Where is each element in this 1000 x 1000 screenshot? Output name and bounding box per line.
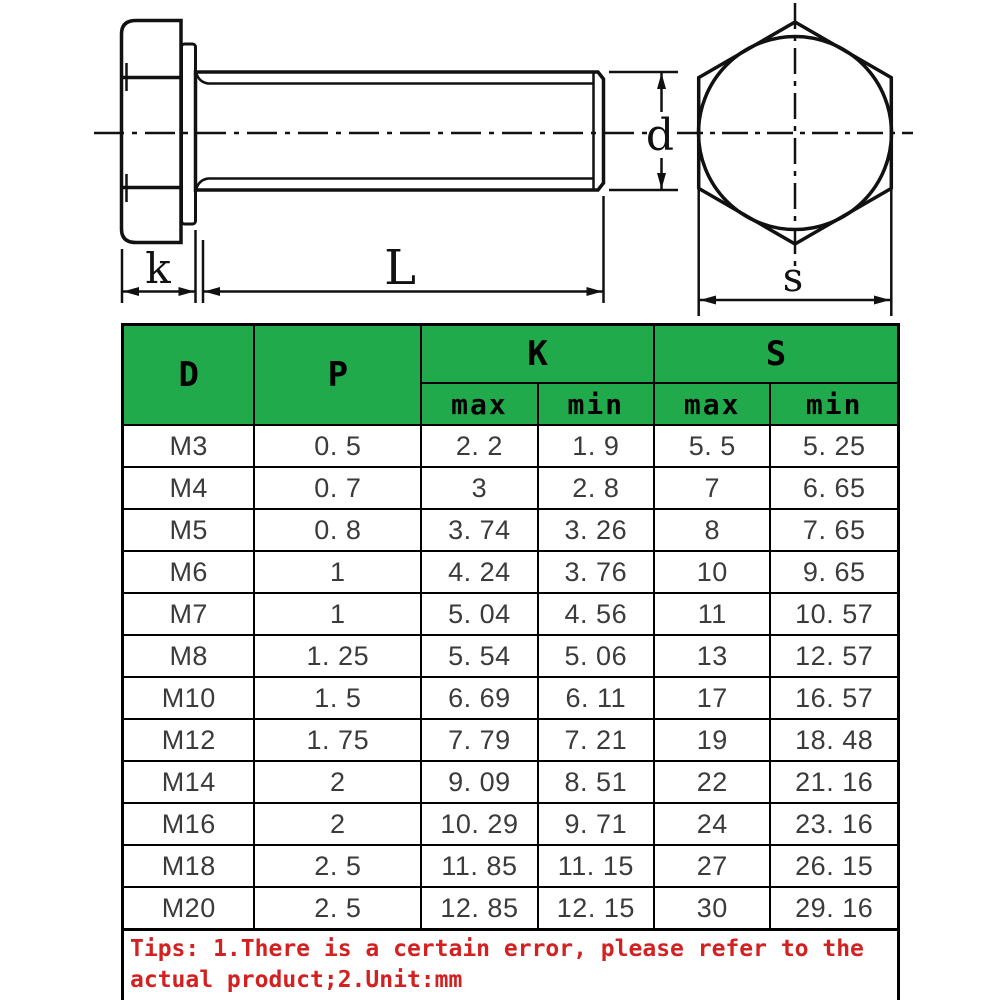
cell-d: M20 bbox=[123, 887, 255, 930]
cell-k_max: 9. 09 bbox=[421, 761, 537, 803]
bolt-shank bbox=[196, 72, 604, 190]
arrowhead bbox=[657, 73, 666, 89]
cell-s_max: 8 bbox=[654, 509, 770, 551]
cell-k_min: 4. 56 bbox=[538, 593, 654, 635]
cell-k_min: 5. 06 bbox=[538, 635, 654, 677]
cell-k_min: 11. 15 bbox=[538, 845, 654, 887]
header-s-min: min bbox=[770, 383, 898, 425]
cell-k_min: 8. 51 bbox=[538, 761, 654, 803]
cell-d: M6 bbox=[123, 551, 255, 593]
cell-s_min: 5. 25 bbox=[770, 425, 898, 467]
cell-k_max: 12. 85 bbox=[421, 887, 537, 930]
cell-d: M16 bbox=[123, 803, 255, 845]
arrowhead bbox=[874, 296, 890, 305]
table-header bbox=[123, 325, 899, 426]
dimension-L bbox=[203, 196, 604, 303]
hex-head-front-view bbox=[677, 3, 913, 270]
cell-d: M18 bbox=[123, 845, 255, 887]
cell-d: M7 bbox=[123, 593, 255, 635]
cell-d: M3 bbox=[123, 425, 255, 467]
cell-p: 1. 5 bbox=[254, 677, 421, 719]
table-row bbox=[123, 845, 899, 887]
header-k-max: max bbox=[421, 383, 537, 425]
cell-d: M14 bbox=[123, 761, 255, 803]
cell-k_min: 9. 71 bbox=[538, 803, 654, 845]
cell-p: 0. 8 bbox=[254, 509, 421, 551]
cell-p: 2 bbox=[254, 803, 421, 845]
cell-s_min: 6. 65 bbox=[770, 467, 898, 509]
cell-s_min: 9. 65 bbox=[770, 551, 898, 593]
cell-s_min: 29. 16 bbox=[770, 887, 898, 930]
cell-k_max: 7. 79 bbox=[421, 719, 537, 761]
cell-s_min: 7. 65 bbox=[770, 509, 898, 551]
cell-k_max: 4. 24 bbox=[421, 551, 537, 593]
cell-k_min: 7. 21 bbox=[538, 719, 654, 761]
dimension-d bbox=[609, 72, 678, 190]
cell-p: 2. 5 bbox=[254, 887, 421, 930]
bolt-head-side bbox=[122, 21, 182, 243]
tips-note: Tips: 1.There is a certain error, please refer to the actual product;2.Unit:mm bbox=[121, 931, 900, 1000]
arrowhead bbox=[179, 287, 195, 296]
table-row bbox=[123, 425, 899, 467]
table-row bbox=[123, 677, 899, 719]
table-row bbox=[123, 761, 899, 803]
cell-d: M4 bbox=[123, 467, 255, 509]
cell-s_max: 17 bbox=[654, 677, 770, 719]
cell-s_max: 22 bbox=[654, 761, 770, 803]
cell-k_min: 6. 11 bbox=[538, 677, 654, 719]
cell-k_min: 2. 8 bbox=[538, 467, 654, 509]
cell-k_max: 3 bbox=[421, 467, 537, 509]
cell-k_min: 12. 15 bbox=[538, 887, 654, 930]
cell-s_max: 24 bbox=[654, 803, 770, 845]
cell-k_min: 3. 26 bbox=[538, 509, 654, 551]
cell-s_min: 18. 48 bbox=[770, 719, 898, 761]
table-row bbox=[123, 509, 899, 551]
dim-label-k: k bbox=[145, 244, 171, 293]
cell-k_max: 6. 69 bbox=[421, 677, 537, 719]
cell-p: 2 bbox=[254, 761, 421, 803]
cell-s_min: 23. 16 bbox=[770, 803, 898, 845]
cell-s_max: 7 bbox=[654, 467, 770, 509]
cell-s_max: 30 bbox=[654, 887, 770, 930]
cell-k_max: 5. 04 bbox=[421, 593, 537, 635]
dimension-table bbox=[121, 323, 900, 931]
table-row bbox=[123, 719, 899, 761]
cell-s_max: 19 bbox=[654, 719, 770, 761]
table-row bbox=[123, 467, 899, 509]
bolt-technical-drawing bbox=[0, 0, 1000, 322]
cell-d: M12 bbox=[123, 719, 255, 761]
table-row bbox=[123, 887, 899, 930]
dim-label-L: L bbox=[384, 240, 416, 296]
cell-s_max: 13 bbox=[654, 635, 770, 677]
table-body bbox=[123, 425, 899, 930]
cell-p: 2. 5 bbox=[254, 845, 421, 887]
thread-line bbox=[197, 179, 594, 189]
cell-k_min: 1. 9 bbox=[538, 425, 654, 467]
cell-k_max: 10. 29 bbox=[421, 803, 537, 845]
arrowhead bbox=[700, 296, 716, 305]
cell-s_min: 21. 16 bbox=[770, 761, 898, 803]
table-row bbox=[123, 635, 899, 677]
header-col-p: P bbox=[254, 325, 421, 426]
dim-label-s: s bbox=[782, 255, 804, 301]
cell-s_min: 10. 57 bbox=[770, 593, 898, 635]
cell-d: M8 bbox=[123, 635, 255, 677]
header-col-k: K bbox=[421, 325, 654, 384]
bolt-side-view bbox=[94, 21, 648, 243]
cell-s_min: 26. 15 bbox=[770, 845, 898, 887]
dim-label-d: d bbox=[645, 110, 675, 161]
header-col-d: D bbox=[123, 325, 255, 426]
arrowhead bbox=[587, 287, 603, 296]
cell-s_max: 5. 5 bbox=[654, 425, 770, 467]
cell-p: 1. 25 bbox=[254, 635, 421, 677]
cell-k_max: 2. 2 bbox=[421, 425, 537, 467]
spec-table-section bbox=[121, 323, 900, 1000]
cell-d: M10 bbox=[123, 677, 255, 719]
cell-s_min: 12. 57 bbox=[770, 635, 898, 677]
cell-p: 0. 7 bbox=[254, 467, 421, 509]
cell-s_max: 10 bbox=[654, 551, 770, 593]
arrowhead bbox=[657, 173, 666, 189]
header-k-min: min bbox=[538, 383, 654, 425]
cell-s_max: 27 bbox=[654, 845, 770, 887]
cell-p: 1 bbox=[254, 551, 421, 593]
cell-k_max: 5. 54 bbox=[421, 635, 537, 677]
cell-k_min: 3. 76 bbox=[538, 551, 654, 593]
cell-d: M5 bbox=[123, 509, 255, 551]
thread-line bbox=[197, 74, 594, 84]
cell-k_max: 3. 74 bbox=[421, 509, 537, 551]
cell-p: 0. 5 bbox=[254, 425, 421, 467]
cell-p: 1. 75 bbox=[254, 719, 421, 761]
header-col-s: S bbox=[654, 325, 898, 384]
cell-k_max: 11. 85 bbox=[421, 845, 537, 887]
table-row bbox=[123, 803, 899, 845]
cell-s_max: 11 bbox=[654, 593, 770, 635]
arrowhead bbox=[204, 287, 220, 296]
table-row bbox=[123, 593, 899, 635]
arrowhead bbox=[123, 287, 139, 296]
header-s-max: max bbox=[654, 383, 770, 425]
cell-s_min: 16. 57 bbox=[770, 677, 898, 719]
cell-p: 1 bbox=[254, 593, 421, 635]
table-row bbox=[123, 551, 899, 593]
